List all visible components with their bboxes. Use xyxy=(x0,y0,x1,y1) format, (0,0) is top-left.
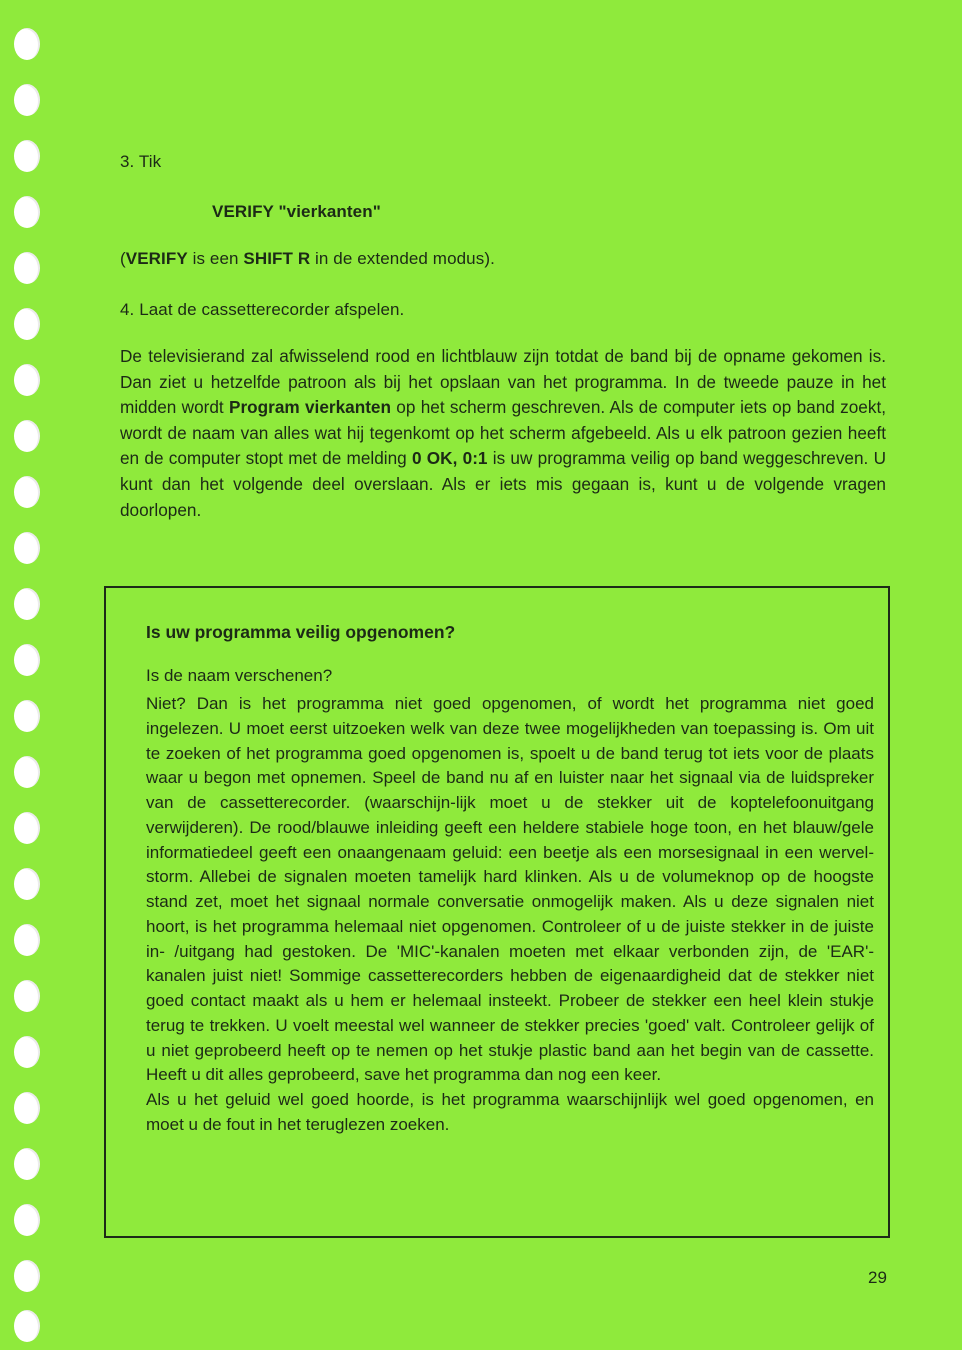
binder-hole xyxy=(14,588,40,620)
box-question: Is de naam verschenen? xyxy=(146,666,333,685)
binder-hole xyxy=(14,364,40,396)
step-3-label: 3. Tik xyxy=(120,152,162,171)
main-paragraph xyxy=(120,344,886,523)
binder-hole xyxy=(14,1310,40,1342)
verify-note-close: in de extended modus). xyxy=(310,249,495,268)
main-paragraph-part2: op het scherm geschreven. Als de computer iets op band zoekt, wordt de naam van alles wat hij tegenkomt op het scherm afgebeeld. Als u elk patroon gezien heeft en de computer stopt met de melding xyxy=(120,397,886,469)
binder-hole xyxy=(14,1092,40,1124)
binder-hole xyxy=(14,532,40,564)
verify-note xyxy=(120,249,495,269)
main-paragraph-part1: De televisierand zal afwisselend rood en lichtblauw zijn totdat de band bij de opname gekomen is. Dan ziet u hetzelfde patroon als bij het opslaan van het programma. In de tweede pauze in het midden wordt xyxy=(120,346,886,418)
box-body-conclusion: Als u het geluid wel goed hoorde, is het programma waarschijnlijk wel goed opgenomen, en moet u de fout in het teruglezen zoeken. xyxy=(146,1090,874,1134)
binder-hole xyxy=(14,84,40,116)
binder-hole xyxy=(14,1260,40,1292)
page-number: 29 xyxy=(868,1268,887,1287)
ok-message-highlight: 0 OK, 0:1 xyxy=(411,448,488,469)
verify-command: VERIFY "vierkanten" xyxy=(212,202,381,221)
box-body-text: Niet? Dan is het programma niet goed opgenomen, of wordt het programma niet goed ingelezen. U moet eerst uitzoeken welk van deze twee mogelijkheden van toepassing is. Om uit te zoeken of het programma goed opgenomen is, spoelt u de band terug tot iets voor de plaats waar u begon met opnemen. Speel de band nu af en luister naar het signaal via de luidspreker van de cassetterecorder. (waarschijn-lijk moet u de stekker uit de koptelefoonuitgang verwijderen). De rood/blauwe inleiding geeft een heldere stabiele hoge toon, en het blauw/gele informatiedeel geeft een onaangenaam geluid: een beetje als een morsesignaal in een wervel-storm. Allebei de signalen moeten tamelijk hard klinken. Als u de volumeknop op de hoogste stand zet, moet het signaal normale conversatie onmogelijk maken. Als u deze signalen niet hoort, is het programma helemaal niet opgenomen. Controleer of u de juiste stekker in de juiste in- /uitgang had gestoken. De 'MIC'-kanalen moeten met elkaar verbonden zijn, de 'EAR'-kanalen juist niet! Sommige cassetterecorders hebben de eigenaardigheid dat de stekker niet goed contact maakt als u hem er helemaal insteekt. Probeer de stekker een heel klein stukje terug te trekken. U voelt meestal wel wanneer de stekker precies 'goed' valt. Controleer gelijk of u niet geprobeerd heeft op te nemen op het stukje plastic band aan het begin van de cassette. Heeft u dit alles geprobeerd, save het programma dan nog een keer. xyxy=(146,694,874,1085)
binder-hole xyxy=(14,644,40,676)
box-title: Is uw programma veilig opgenomen? xyxy=(146,622,456,642)
main-paragraph-part3: is uw programma veilig op band weggeschreven. U kunt dan het volgende deel overslaan. Als er iets mis gegaan is, kunt u de volgende vragen doorlopen. xyxy=(120,448,886,520)
troubleshooting-box xyxy=(104,586,890,1238)
binder-hole xyxy=(14,700,40,732)
verify-keyword: VERIFY xyxy=(125,249,188,268)
binder-hole xyxy=(14,1148,40,1180)
binder-hole xyxy=(14,868,40,900)
binder-hole xyxy=(14,980,40,1012)
program-name-highlight: Program vierkanten xyxy=(229,397,391,418)
binder-hole xyxy=(14,252,40,284)
shift-r-key: SHIFT R xyxy=(243,249,311,268)
binder-hole xyxy=(14,812,40,844)
binder-hole xyxy=(14,196,40,228)
binder-hole xyxy=(14,476,40,508)
binder-hole xyxy=(14,924,40,956)
verify-note-mid: is een xyxy=(187,249,244,268)
binder-hole xyxy=(14,420,40,452)
binder-hole xyxy=(14,140,40,172)
box-body xyxy=(146,692,874,1138)
binder-hole xyxy=(14,308,40,340)
binder-hole xyxy=(14,756,40,788)
step-4-label: 4. Laat de cassetterecorder afspelen. xyxy=(120,300,405,319)
binder-hole xyxy=(14,28,40,60)
binder-hole xyxy=(14,1036,40,1068)
verify-note-open: ( xyxy=(120,249,126,268)
binder-hole xyxy=(14,1204,40,1236)
